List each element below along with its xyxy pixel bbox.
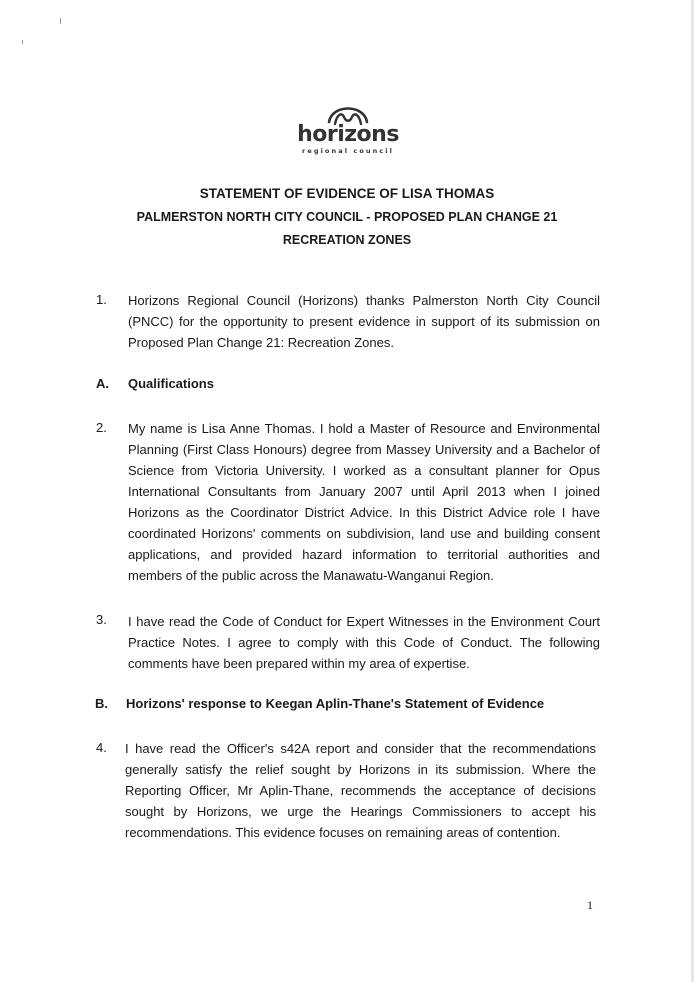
scan-speck [22, 40, 23, 44]
paragraph-number: 3. [96, 612, 107, 627]
paragraph: I have read the Code of Conduct for Expert Witnesses in the Environment Court Practice Notes. I agree to comply with this Code of Conduct. The following comments have been prepared within my area of expertise. [128, 614, 600, 671]
paragraph-number: 1. [96, 292, 107, 307]
paragraph: My name is Lisa Anne Thomas. I hold a Master of Resource and Environmental Planning (First Class Honours) degree from Massey University and a Bachelor of Science from Victoria University. I worked as a consultant planner for Opus International Consultants from January 2007 until April 2013 when I joined Horizons as the Coordinator District Advice. In this District Advice role I have coordinated Horizons' comments on subdivision, land use and building consent applications, and provided hazard information to territorial authorities and members of the public across the Manawatu-Wanganui Region. [128, 421, 600, 583]
logo-tagline: regional council [302, 147, 394, 155]
document-subtitle-2: RECREATION ZONES [282, 233, 412, 247]
section-letter: B. [95, 696, 108, 711]
section-letter: A. [96, 376, 109, 391]
document-title: STATEMENT OF EVIDENCE OF LISA THOMAS [199, 186, 495, 201]
paragraph: Horizons Regional Council (Horizons) thanks Palmerston North City Council (PNCC) for the opportunity to present evidence in support of its submission on Proposed Plan Change 21: Recreation Zones. [128, 293, 600, 350]
horizons-logo [296, 100, 400, 155]
paragraph: I have read the Officer's s42A report and consider that the recommendations generally satisfy the relief sought by Horizons in its submission. Where the Reporting Officer, Mr Aplin-Thane, recommends the acceptance of decisions sought by Horizons, we urge the Hearings Commissioners to accept his recommendations. This evidence focuses on remaining areas of contention. [125, 741, 596, 840]
page-number: 1 [587, 898, 593, 912]
logo-wordmark: horizons [297, 122, 399, 147]
paragraph-number: 4. [96, 740, 107, 755]
paragraph-number: 2. [96, 420, 107, 435]
section-heading: Qualifications [128, 376, 214, 391]
scan-speck [60, 18, 61, 24]
section-heading: Horizons' response to Keegan Aplin-Thane's Statement of Evidence [126, 696, 545, 711]
document-subtitle: PALMERSTON NORTH CITY COUNCIL - PROPOSED PLAN CHANGE 21 [136, 210, 558, 224]
